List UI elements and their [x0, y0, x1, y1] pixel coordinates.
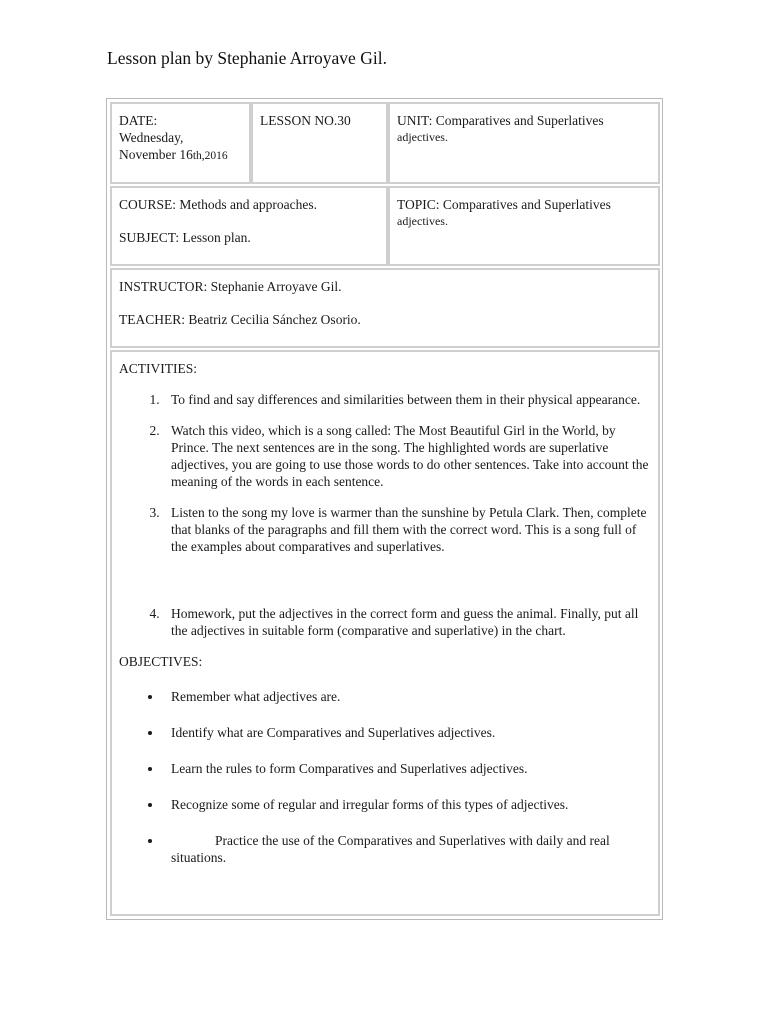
date-weekday: Wednesday, [119, 130, 184, 145]
objectives-list [119, 688, 650, 866]
unit-line-2: adjectives. [397, 130, 448, 144]
unit-line-1 [397, 112, 650, 129]
teacher-line [119, 311, 650, 328]
objective-item [163, 832, 650, 866]
teacher-label: TEACHER: [119, 312, 185, 327]
activities-list [119, 391, 650, 639]
topic-cell [388, 186, 660, 266]
instructor-value: Stephanie Arroyave Gil. [207, 279, 342, 294]
document-title: Lesson plan by Stephanie Arroyave Gil. [107, 48, 387, 68]
topic-line-2: adjectives. [397, 214, 448, 228]
lesson-plan-table [106, 98, 663, 920]
activities-cell [110, 350, 660, 916]
date-suffix: th,2016 [192, 150, 228, 162]
instructor-label: INSTRUCTOR: [119, 279, 208, 294]
date-main: November 16 [119, 147, 193, 162]
people-cell [110, 268, 660, 348]
topic-value: Comparatives and Superlatives [439, 197, 611, 212]
activities-heading: ACTIVITIES: [119, 361, 197, 376]
date-cell [110, 102, 251, 184]
objective-text: Practice the use of the Comparatives and Superlatives with daily and real situations. [171, 833, 610, 865]
instructor-line [119, 278, 650, 295]
course-value: Methods and approaches. [176, 197, 317, 212]
topic-line-1 [397, 196, 650, 213]
course-subject-cell [110, 186, 388, 266]
activity-item: 2. Watch this video, which is a song called: The Most Beautiful Girl in the World, by Prince. The next sentences are in the song. The highlighted words are superlative adjectives, you are going to use those words to do other sentences. Take into account the meaning of the words in each sentence. [163, 422, 650, 490]
teacher-value: Beatriz Cecilia Sánchez Osorio. [185, 312, 361, 327]
unit-label: UNIT: [397, 113, 433, 128]
lesson-number: LESSON NO.30 [260, 113, 351, 128]
date-value [119, 146, 241, 165]
objective-item: • Recognize some of regular and irregular forms of this types of adjectives. [163, 796, 650, 813]
subject-label: SUBJECT: [119, 230, 180, 245]
activity-item: 4. Homework, put the adjectives in the correct form and guess the animal. Finally, put all the adjectives in suitable form (comparative and superlative) in the chart. [163, 605, 650, 639]
unit-cell [388, 102, 660, 184]
course-label: COURSE: [119, 197, 177, 212]
objectives-heading: OBJECTIVES: [119, 654, 203, 669]
unit-value: Comparatives and Superlatives [432, 113, 604, 128]
topic-label: TOPIC: [397, 197, 440, 212]
objective-item: • Identify what are Comparatives and Superlatives adjectives. [163, 724, 650, 741]
objective-item: • Learn the rules to form Comparatives and Superlatives adjectives. [163, 760, 650, 777]
date-label: DATE: [119, 113, 158, 128]
course-line [119, 196, 378, 213]
objective-item: • Remember what adjectives are. [163, 688, 650, 705]
activity-item: 3. Listen to the song my love is warmer than the sunshine by Petula Clark. Then, complete that blanks of the paragraphs and fill them with the correct word. This is a song full of the examples about comparatives and superlatives. [163, 504, 650, 555]
subject-value: Lesson plan. [179, 230, 251, 245]
subject-line [119, 229, 378, 246]
lesson-number-cell [251, 102, 388, 184]
activity-item: 1. To find and say differences and similarities between them in their physical appearance. [163, 391, 650, 408]
